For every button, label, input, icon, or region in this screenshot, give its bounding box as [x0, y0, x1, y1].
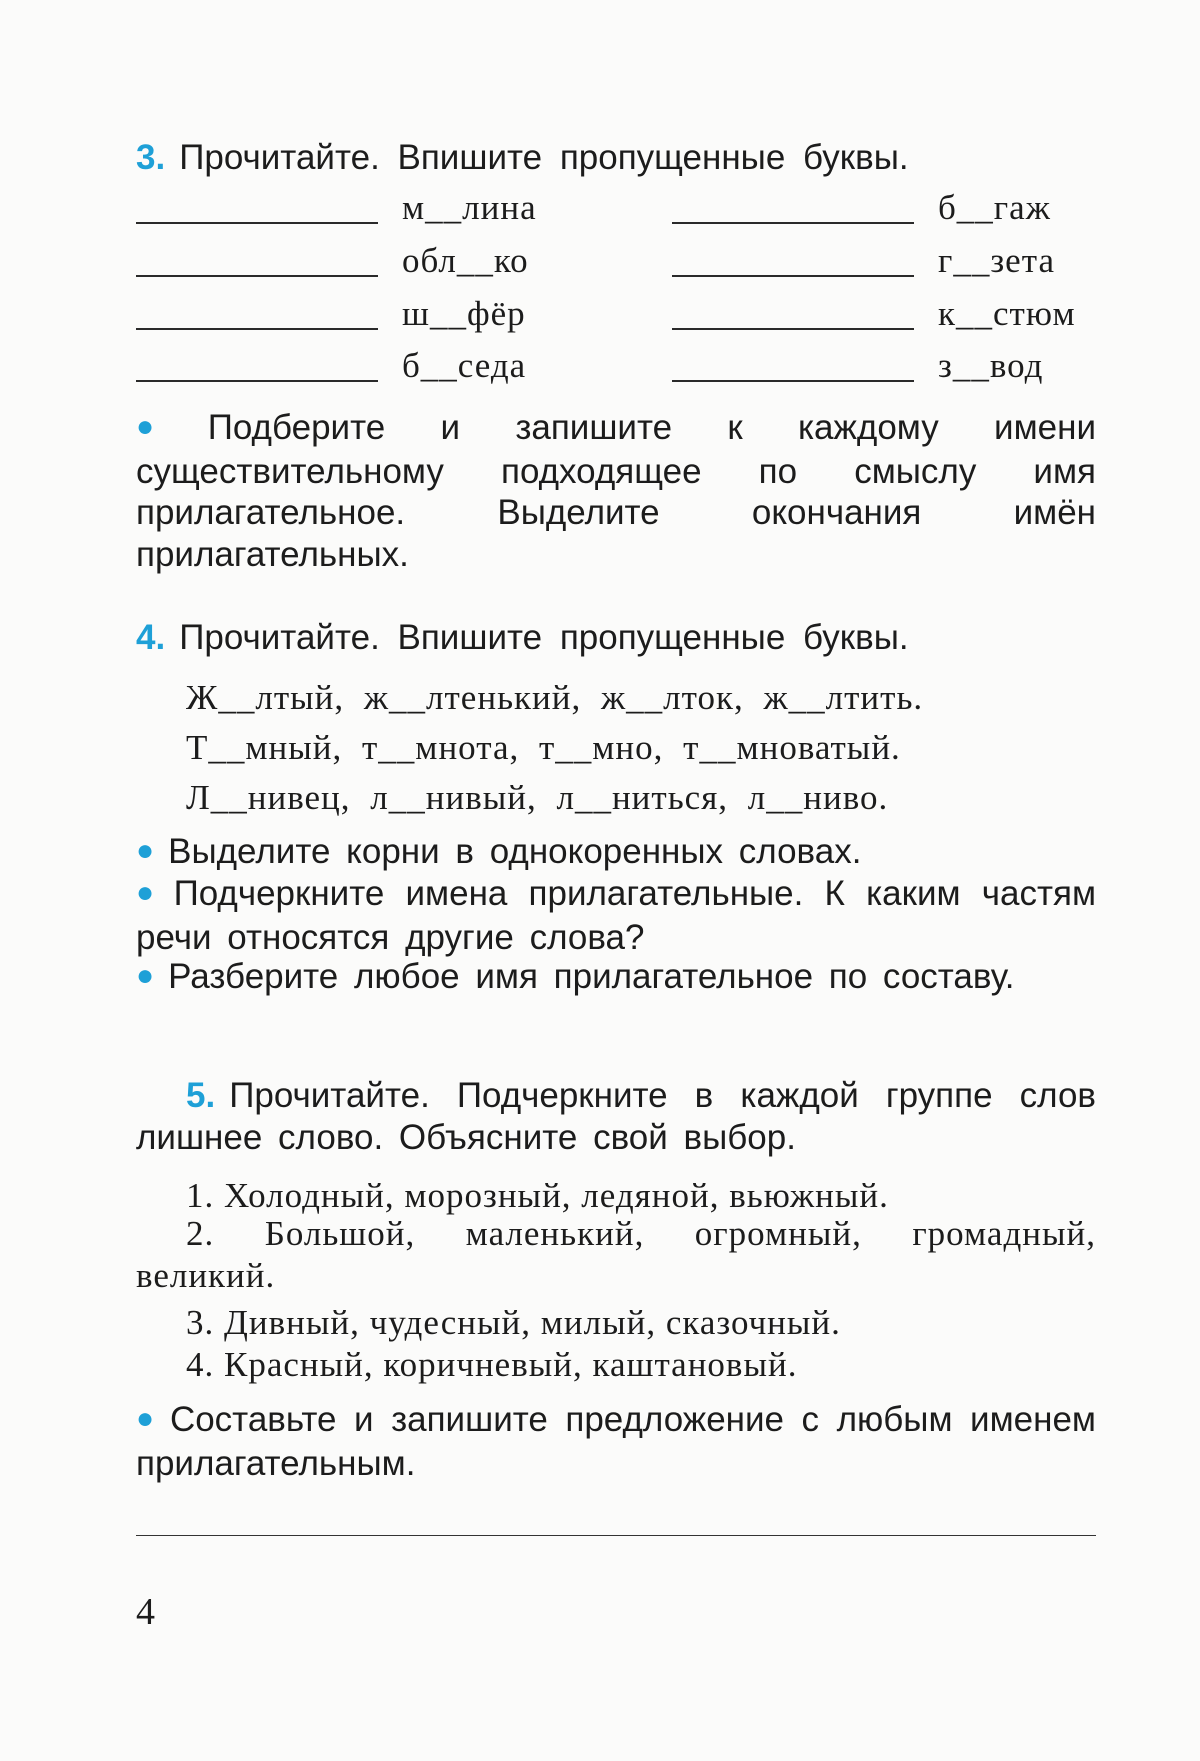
- word-group: 1. Холодный, морозный, ледяной, вьюжный.: [186, 1176, 889, 1215]
- word-group: 3. Дивный, чудесный, милый, сказочный.: [186, 1303, 841, 1342]
- exercise-4-task-2: [136, 873, 1096, 958]
- task-text: Разберите любое имя прилагательное по составу.: [168, 957, 1015, 996]
- fill-row: [0, 188, 1200, 238]
- word-group: [136, 1213, 1096, 1297]
- word-with-gap: г__зета: [938, 241, 1055, 280]
- answer-blank[interactable]: [672, 380, 914, 382]
- word-line: Л__нивец, л__нивый, л__ниться, л__ниво.: [186, 778, 889, 817]
- exercise-3-header: [136, 138, 1096, 178]
- answer-blank[interactable]: [136, 328, 378, 330]
- answer-blank[interactable]: [136, 380, 378, 382]
- task-text: Выделите корни в однокоренных словах.: [168, 832, 862, 871]
- page-number: 4: [136, 1591, 155, 1633]
- task-text: Составьте и запишите предложение с любым именем прилагательным.: [136, 1400, 1096, 1483]
- bullet-icon: ●: [136, 410, 194, 443]
- word-with-gap: к__стюм: [938, 294, 1076, 333]
- exercise-3-task-text: Подберите и запишите к каждому имени существительному подходящее по смыслу имя прилагательное. Выделите окончания имён прилагательных.: [136, 408, 1096, 574]
- fill-row: [0, 346, 1200, 396]
- answer-blank[interactable]: [672, 275, 914, 277]
- exercise-4-task-1: [136, 831, 1096, 875]
- word-with-gap: б__седа: [402, 346, 527, 385]
- exercise-5-instruction: Прочитайте. Подчеркните в каждой группе слов лишнее слово. Объясните свой выбор.: [136, 1076, 1096, 1157]
- exercise-5-header: [136, 1075, 1096, 1158]
- word-with-gap: м__лина: [402, 188, 537, 227]
- word-with-gap: ш__фёр: [402, 294, 526, 333]
- bullet-icon: ●: [136, 959, 155, 992]
- bullet-icon: ●: [136, 876, 160, 909]
- answer-blank[interactable]: [136, 275, 378, 277]
- exercise-3-number: 3.: [136, 138, 166, 177]
- word-with-gap: обл__ко: [402, 241, 529, 280]
- bullet-icon: ●: [136, 834, 155, 867]
- fill-row: [0, 294, 1200, 344]
- answer-blank[interactable]: [136, 222, 378, 224]
- footer-divider: [136, 1535, 1096, 1536]
- bullet-icon: ●: [136, 1402, 156, 1435]
- word-group: 4. Красный, коричневый, каштановый.: [186, 1345, 798, 1384]
- word-group-text: 2. Большой, маленький, огромный, громадный, великий.: [136, 1214, 1096, 1295]
- exercise-3-task: [136, 407, 1096, 575]
- word-line: Ж__лтый, ж__лтенький, ж__лток, ж__лтить.: [186, 678, 924, 717]
- exercise-5-task: [136, 1399, 1096, 1484]
- exercise-4-number: 4.: [136, 618, 166, 657]
- fill-row: [0, 241, 1200, 291]
- exercise-4-instruction: Прочитайте. Впишите пропущенные буквы.: [179, 618, 909, 657]
- task-text: Подчеркните имена прилагательные. К каким частям речи относятся другие слова?: [136, 874, 1096, 957]
- exercise-3-instruction: Прочитайте. Впишите пропущенные буквы.: [179, 138, 909, 177]
- word-line: Т__мный, т__мнота, т__мно, т__мноватый.: [186, 728, 901, 767]
- word-with-gap: з__вод: [938, 346, 1044, 385]
- answer-blank[interactable]: [672, 328, 914, 330]
- exercise-4-header: [136, 618, 1096, 658]
- exercise-5-number: 5.: [186, 1076, 216, 1115]
- answer-blank[interactable]: [672, 222, 914, 224]
- word-with-gap: б__гаж: [938, 188, 1051, 227]
- exercise-4-task-3: [136, 956, 1096, 1000]
